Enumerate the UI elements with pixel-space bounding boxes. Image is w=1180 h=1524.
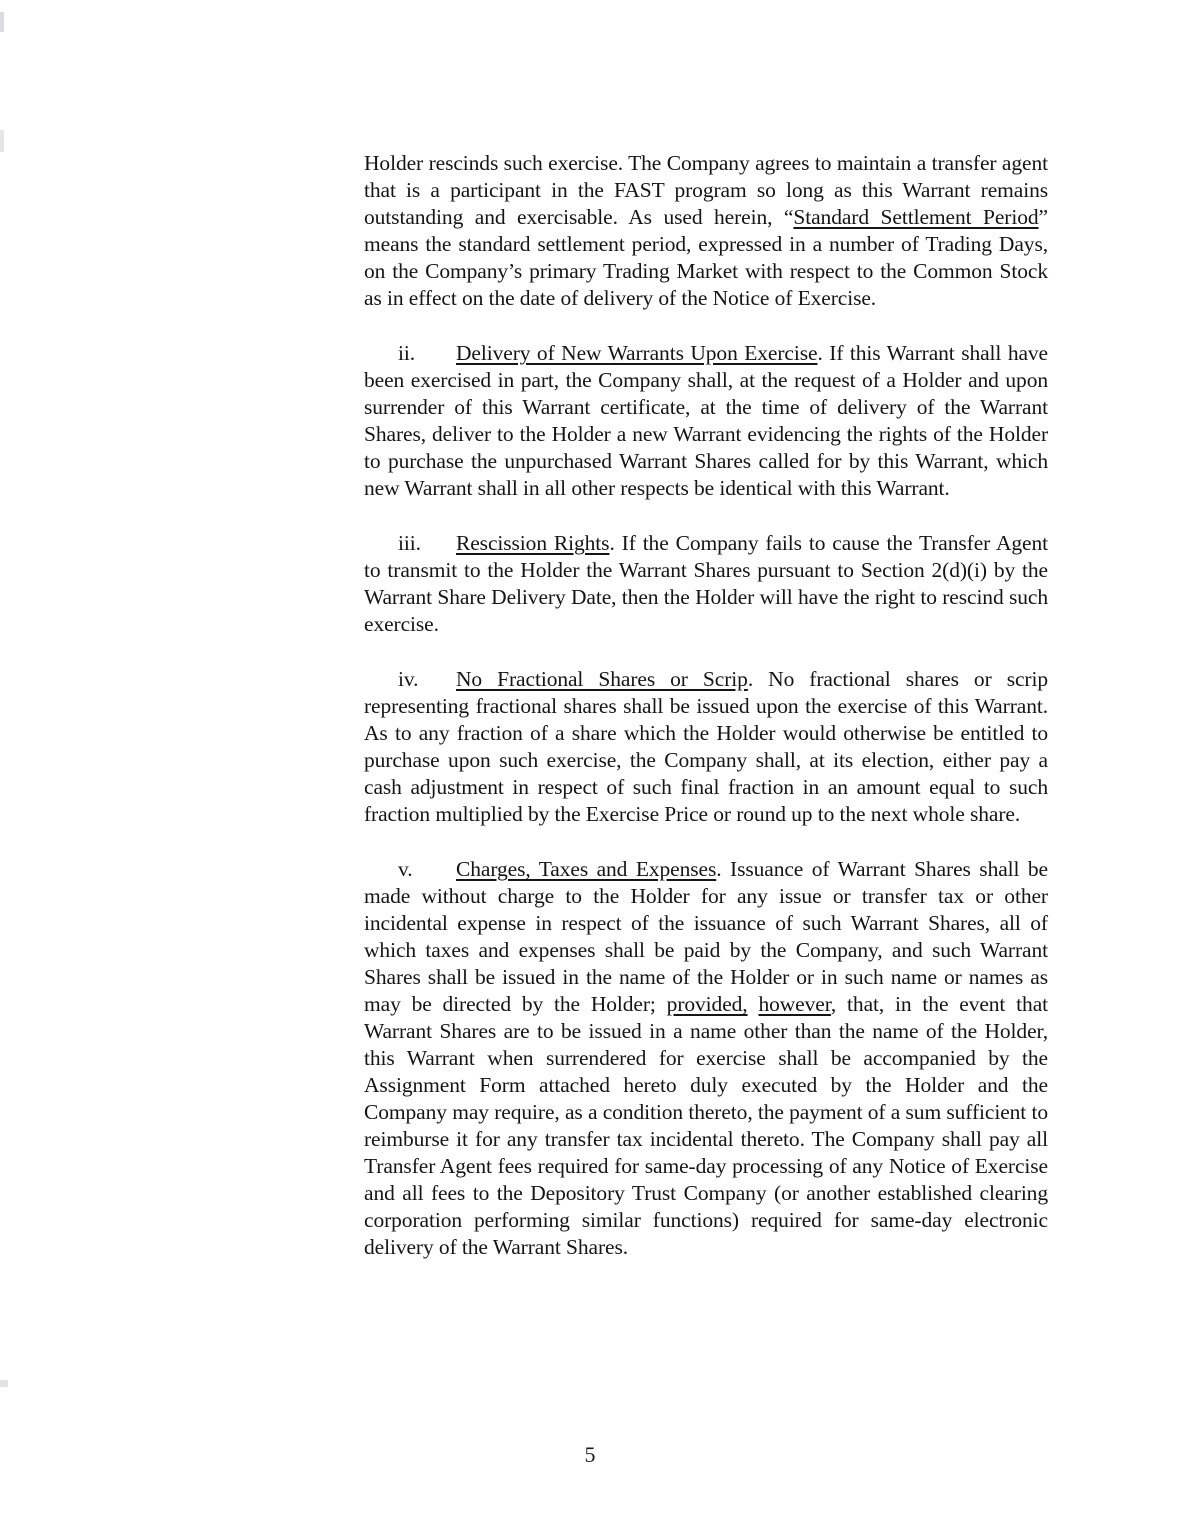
- underlined-text-run: Standard Settlement Period: [793, 205, 1039, 229]
- scan-artifact: [0, 12, 4, 32]
- scan-artifact: [0, 130, 4, 152]
- paragraph-number: ii.: [398, 341, 416, 365]
- text-run: . Issuance of Warrant Shares shall be made without charge to the Holder for any issue or transfer tax or other incidental expense in respect of the issuance of such Warrant Shares, all of which taxes and expenses shall be paid by the Company, and such Warrant Shares shall be issued in the name of the Holder or in such name or names as may be directed by the Holder;: [364, 857, 1049, 1016]
- underlined-text-run: however: [758, 992, 831, 1016]
- text-run: . No fractional shares or scrip representing fractional shares shall be issued upon the exercise of this Warrant. As to any fraction of a share which the Holder would otherwise be entitled to purchase upon such exercise, the Company shall, at its election, either pay a cash adjustment in respect of such final fraction in an amount equal to such fraction multiplied by the Exercise Price or round up to the next whole share.: [364, 667, 1049, 826]
- paragraph: [364, 150, 1048, 312]
- paragraph-number: iii.: [398, 531, 421, 555]
- scan-artifact: [0, 1380, 8, 1387]
- text-run: . If this Warrant shall have been exercised in part, the Company shall, at the request of a Holder and upon surrender of this Warrant certificate, at the time of delivery of the Warrant Shares, deliver to the Holder a new Warrant evidencing the rights of the Holder to purchase the unpurchased Warrant Shares called for by this Warrant, which new Warrant shall in all other respects be identical with this Warrant.: [364, 341, 1049, 500]
- text-run: , that, in the event that Warrant Shares are to be issued in a name other than the name of the Holder, this Warrant when surrendered for exercise shall be accompanied by the Assignment Form attached hereto duly executed by the Holder and the Company may require, as a condition thereto, the payment of a sum sufficient to reimburse it for any transfer tax incidental thereto. The Company shall pay all Transfer Agent fees required for same-day processing of any Notice of Exercise and all fees to the Depository Trust Company (or another established clearing corporation performing similar functions) required for same-day electronic delivery of the Warrant Shares.: [364, 992, 1049, 1259]
- page-number: 5: [584, 1442, 596, 1467]
- paragraph-number: v.: [398, 857, 413, 881]
- text-run: Holder rescinds such exercise. The Company agrees to maintain a transfer agent that is a participant in the FAST program so long as this Warrant remains outstanding and exercisable. As used herein, “: [364, 151, 1048, 229]
- paragraph: [364, 530, 1048, 638]
- underlined-text-run: Rescission Rights: [456, 531, 610, 555]
- paragraph-number: iv.: [398, 667, 419, 691]
- document-body: [364, 150, 1048, 1289]
- paragraph: [364, 666, 1048, 828]
- text-run: . If the Company fails to cause the Transfer Agent to transmit to the Holder the Warrant Shares pursuant to Section 2(d)(i) by the Warrant Share Delivery Date, then the Holder will have the right to rescind such exercise.: [364, 531, 1048, 636]
- underlined-text-run: Delivery of New Warrants Upon Exercise: [456, 341, 818, 365]
- text-run: ” means the standard settlement period, expressed in a number of Trading Days, on the Company’s primary Trading Market with respect to the Common Stock as in effect on the date of delivery of the Notice of Exercise.: [364, 205, 1048, 310]
- underlined-text-run: Charges, Taxes and Expenses: [456, 857, 717, 881]
- underlined-text-run: No Fractional Shares or Scrip: [456, 667, 748, 691]
- underlined-text-run: provided,: [666, 992, 748, 1016]
- paragraph: [364, 340, 1048, 502]
- text-run: [748, 992, 759, 1016]
- paragraph: [364, 856, 1048, 1261]
